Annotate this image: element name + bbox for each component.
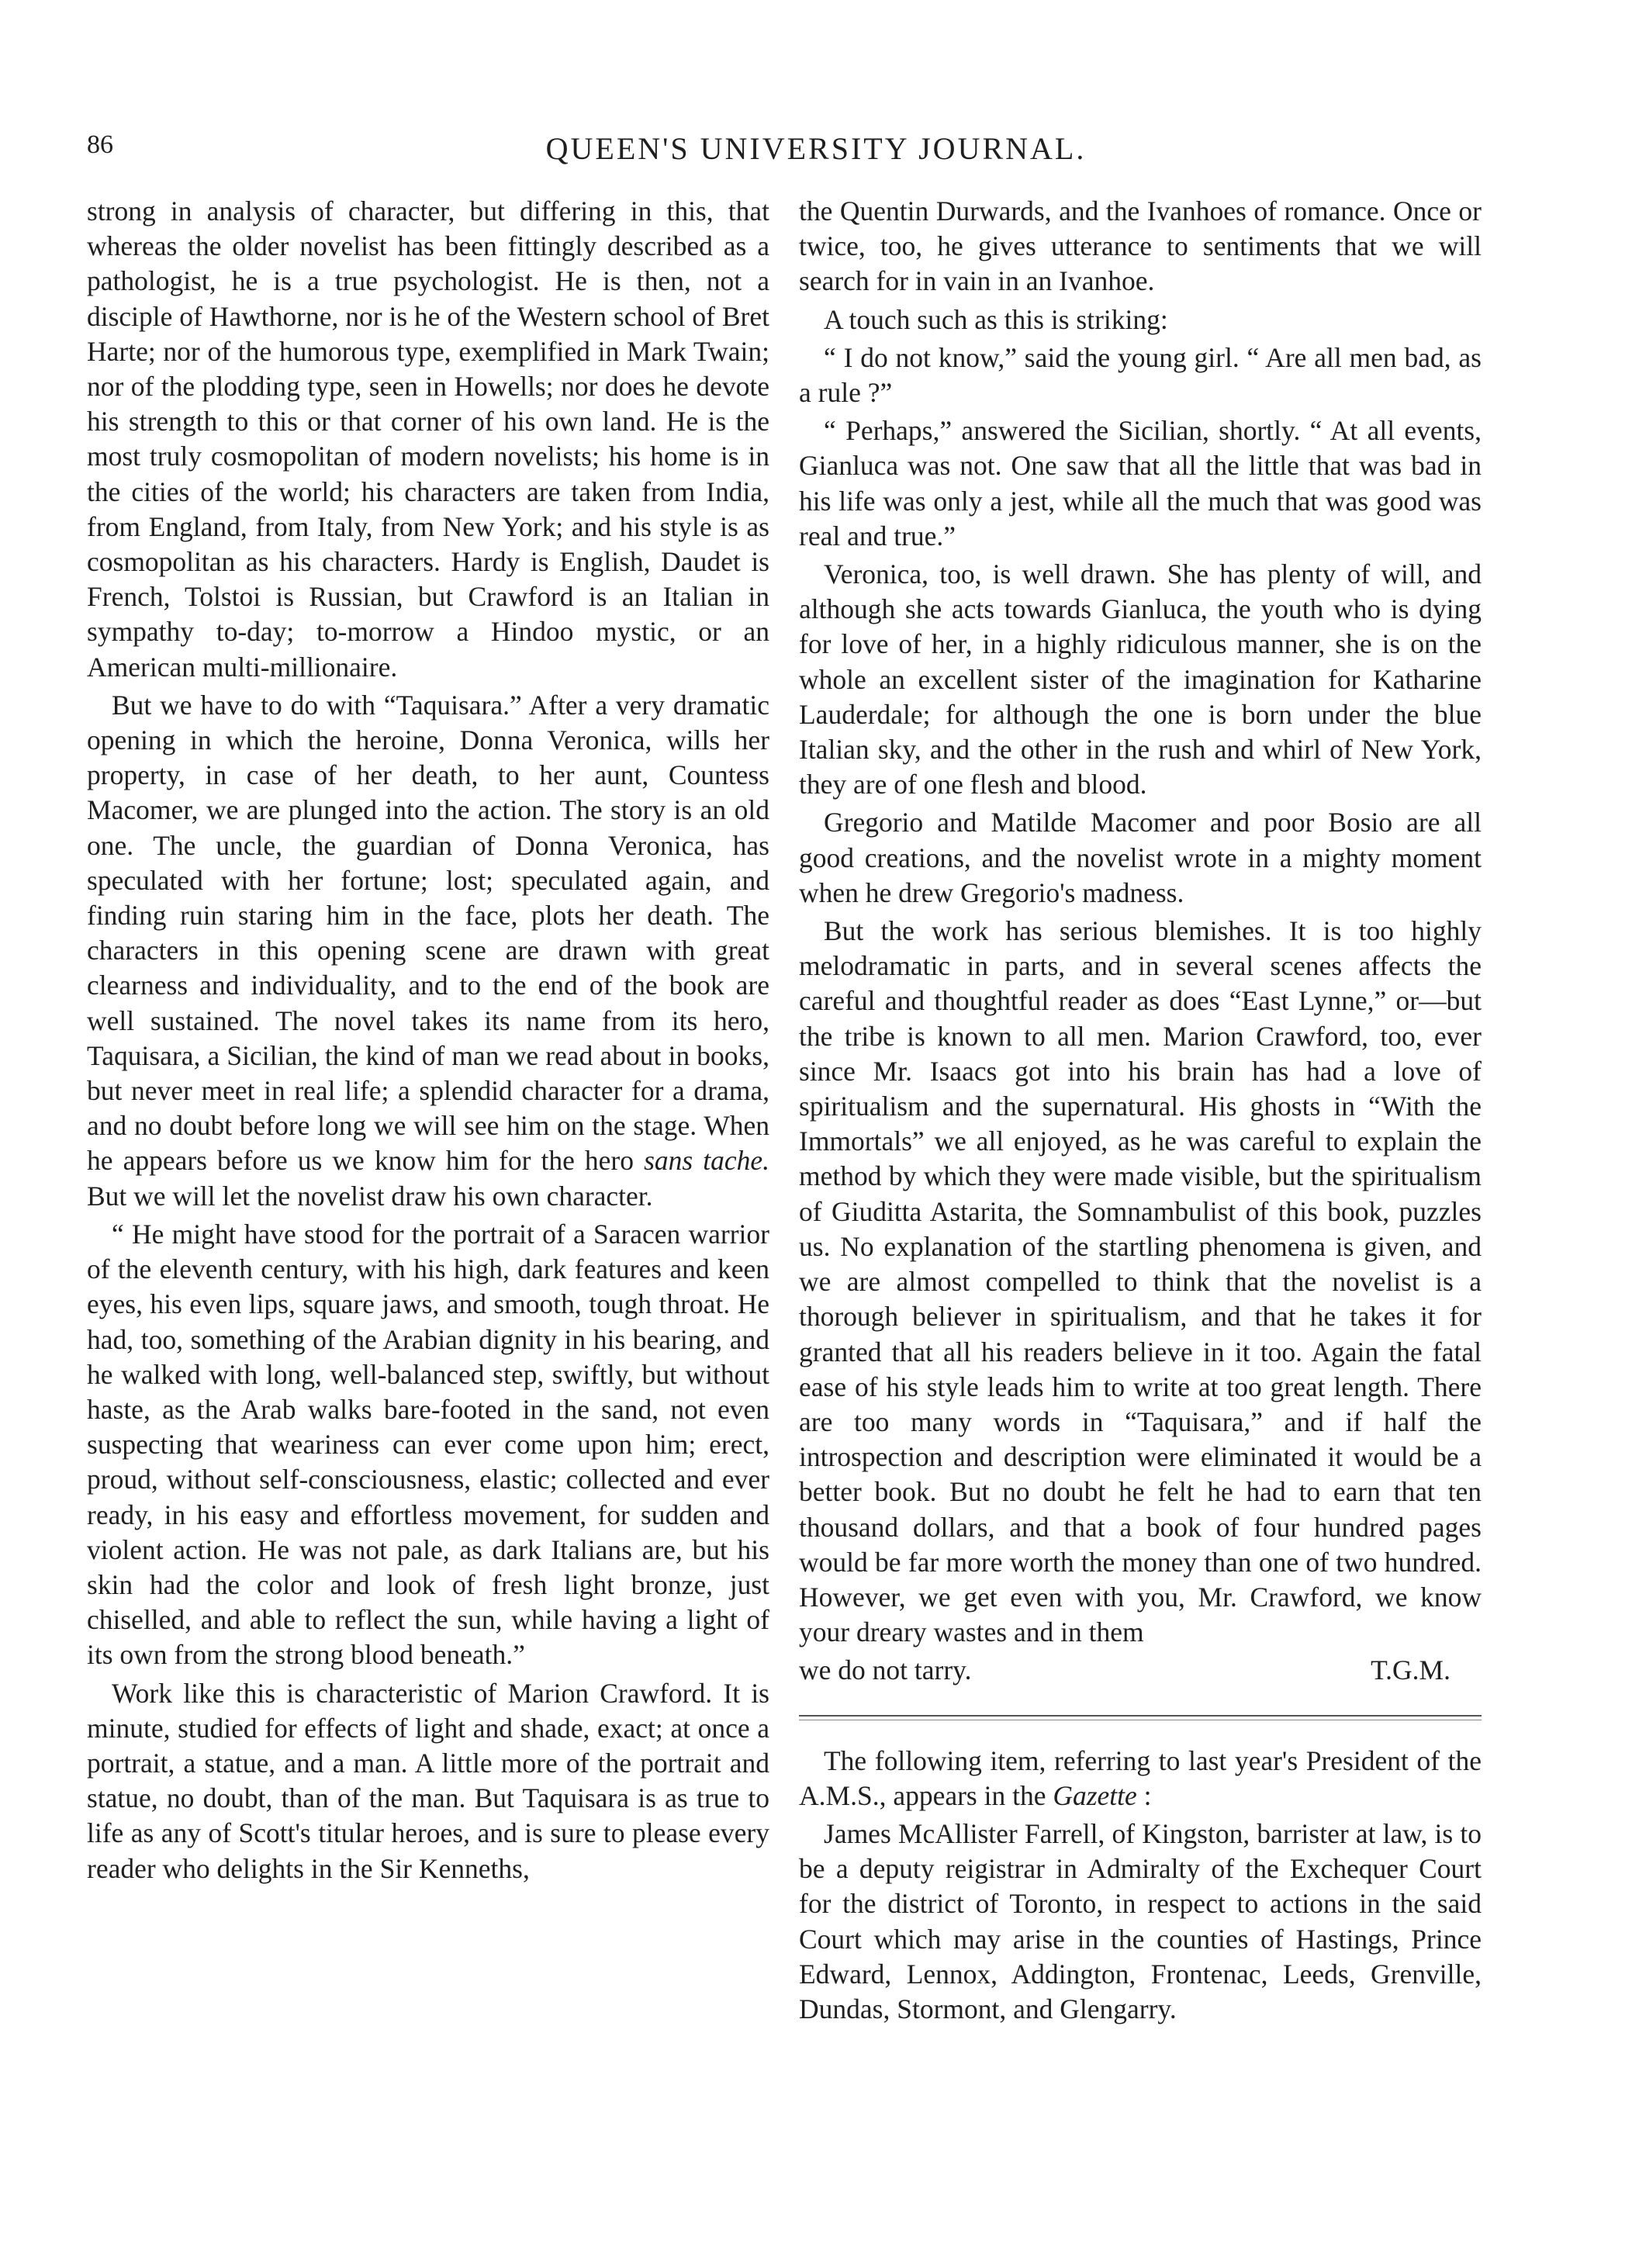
paragraph: strong in analysis of character, but differing in this, that whereas the older novelist has been fittingly described as a pathologist, he is a true psychologist. He is then, not a disciple of Hawthorne, nor is he of the Western school of Bret Harte; nor of the humorous type, exemplified in Mark Twain; nor of the plodding type, seen in Howells; nor does he devote his strength to this or that corner of his own land. He is the most truly cosmopolitan of modern novelists; his home is in the cities of the world; his characters are taken from India, from England, from Italy, from New York; and his style is as cosmopolitan as his characters. Hardy is English, Daudet is French, Tolstoi is Russian, but Crawford is an Italian in sympathy to-day; to-morrow a Hindoo mystic, or an American multi-millionaire. bbox=[87, 195, 769, 683]
paragraph bbox=[799, 1744, 1482, 1813]
closing-text: we do not tarry. bbox=[799, 1654, 972, 1686]
right-column bbox=[799, 194, 1482, 2027]
author-signature: T.G.M. bbox=[1371, 1654, 1450, 1686]
paragraph-text: : bbox=[1136, 1779, 1152, 1811]
running-head: QUEEN'S UNIVERSITY JOURNAL. bbox=[545, 131, 1087, 166]
section-divider bbox=[799, 1715, 1482, 1720]
italic-phrase: sans tache. bbox=[644, 1145, 770, 1177]
divider-rule bbox=[799, 1715, 1482, 1717]
left-column bbox=[87, 194, 769, 1886]
paragraph bbox=[87, 688, 769, 1214]
paragraph: But the work has serious blemishes. It is too highly melodramatic in parts, and in several scenes affects the careful and thoughtful reader as does “East Lynne,” or—but the tribe is known to all men. Marion Crawford, too, ever since Mr. Isaacs got into his brain has had a love of spiritualism and the supernatural. His ghosts in “With the Immortals” we all enjoyed, as he was careful to explain the method by which they were made visible, but the spiritualism of Giuditta Astarita, the Somnambulist of this book, puzzles us. No explanation of the startling phenomena is given, and we are almost compelled to think that the novelist is a thorough believer in spiritualism, and that he takes it for granted that all his readers believe in it too. Again the fatal ease of his style leads him to write at too great length. There are too many words in “Taquisara,” and if half the introspection and description were eliminated it would be a better book. But no doubt he felt he had to earn that ten thousand dollars, and that a book of four hundred pages would be far more worth the money than one of two hundred. However, we get even with you, Mr. Crawford, we know your dreary wastes and in them bbox=[799, 915, 1482, 1648]
quotation-paragraph: “ He might have stood for the portrait of a Saracen warrior of the eleventh century, with his high, dark features and keen eyes, his even lips, square jaws, and smooth, tough throat. He had, too, something of the Arabian dignity in his bearing, and he walked with long, well-balanced step, swiftly, but without haste, as the Arab walks bare-footed in the sand, not even suspecting that weariness can ever come upon him; erect, proud, without self-consciousness, elastic; collected and ever ready, in his easy and effortless movement, for sudden and violent action. He was not pale, as dark Italians are, but his skin had the color and look of fresh light bronze, just chiselled, and able to reflect the sun, while having a light of its own from the strong blood beneath.” bbox=[87, 1218, 769, 1671]
quotation-paragraph: “ Perhaps,” answered the Sicilian, shortly. “ At all events, Gianluca was not. One saw that all the little that was bad in his life was only a jest, while all the much that was good was real and true.” bbox=[799, 415, 1482, 551]
paragraph: Work like this is characteristic of Marion Crawford. It is minute, studied for effects of light and shade, exact; at once a portrait, a statue, and a man. A little more of the portrait and statue, no doubt, than of the man. But Taquisara is as true to life as any of Scott's titular heroes, and is sure to please every reader who delights in the Sir Kenneths, bbox=[87, 1677, 769, 1884]
paragraph: James McAllister Farrell, of Kingston, barrister at law, is to be a deputy reigistrar in Admiralty of the Exchequer Court for the district of Toronto, in respect to actions in the said Court which may arise in the counties of Hastings, Prince Edward, Lennox, Addington, Frontenac, Leeds, Grenville, Dundas, Stormont, and Glengarry. bbox=[799, 1817, 1482, 2024]
quotation-paragraph: “ I do not know,” said the young girl. “ Are all men bad, as a rule ?” bbox=[799, 341, 1482, 409]
italic-phrase: Gazette bbox=[1053, 1779, 1137, 1811]
paragraph: Veronica, too, is well drawn. She has plenty of will, and although she acts towards Gianluca, the youth who is dying for love of her, in a highly ridiculous manner, she is on the whole an excellent sister of the imagination for Katharine Lauderdale; for although the one is born under the blue Italian sky, and the other in the rush and whirl of New York, they are of one flesh and blood. bbox=[799, 558, 1482, 800]
paragraph-text: But we have to do with “Taquisara.” After a very dramatic opening in which the heroine, Donna Veronica, wills her property, in case of her death, to her aunt, Countess Macomer, we are plunged into the action. The story is an old one. The uncle, the guardian of Donna Veronica, has speculated with her fortune; lost; speculated again, and finding ruin staring him in the face, plots her death. The characters in this opening scene are drawn with great clearness and individuality, and to the end of the book are well sustained. The novel takes its name from its hero, Taquisara, a Sicilian, the kind of man we read about in books, but never meet in real life; a splendid character for a drama, and no doubt before long we will see him on the stage. When he appears before us we know him for the hero bbox=[87, 689, 769, 1177]
paragraph: the Quentin Durwards, and the Ivanhoes of romance. Once or twice, too, he gives utterance to sentiments that we will search for in vain in an Ivanhoe. bbox=[799, 195, 1482, 297]
page-number: 86 bbox=[87, 130, 113, 159]
paragraph: Gregorio and Matilde Macomer and poor Bosio are all good creations, and the novelist wrote in a mighty moment when he drew Gregorio's madness. bbox=[799, 807, 1482, 908]
paragraph: A touch such as this is striking: bbox=[824, 303, 1168, 335]
paragraph-text: The following item, referring to last year's President of the A.M.S., appears in the bbox=[799, 1744, 1482, 1811]
paragraph-text: But we will let the novelist draw his own character. bbox=[87, 1180, 653, 1212]
closing-line bbox=[799, 1653, 1482, 1688]
